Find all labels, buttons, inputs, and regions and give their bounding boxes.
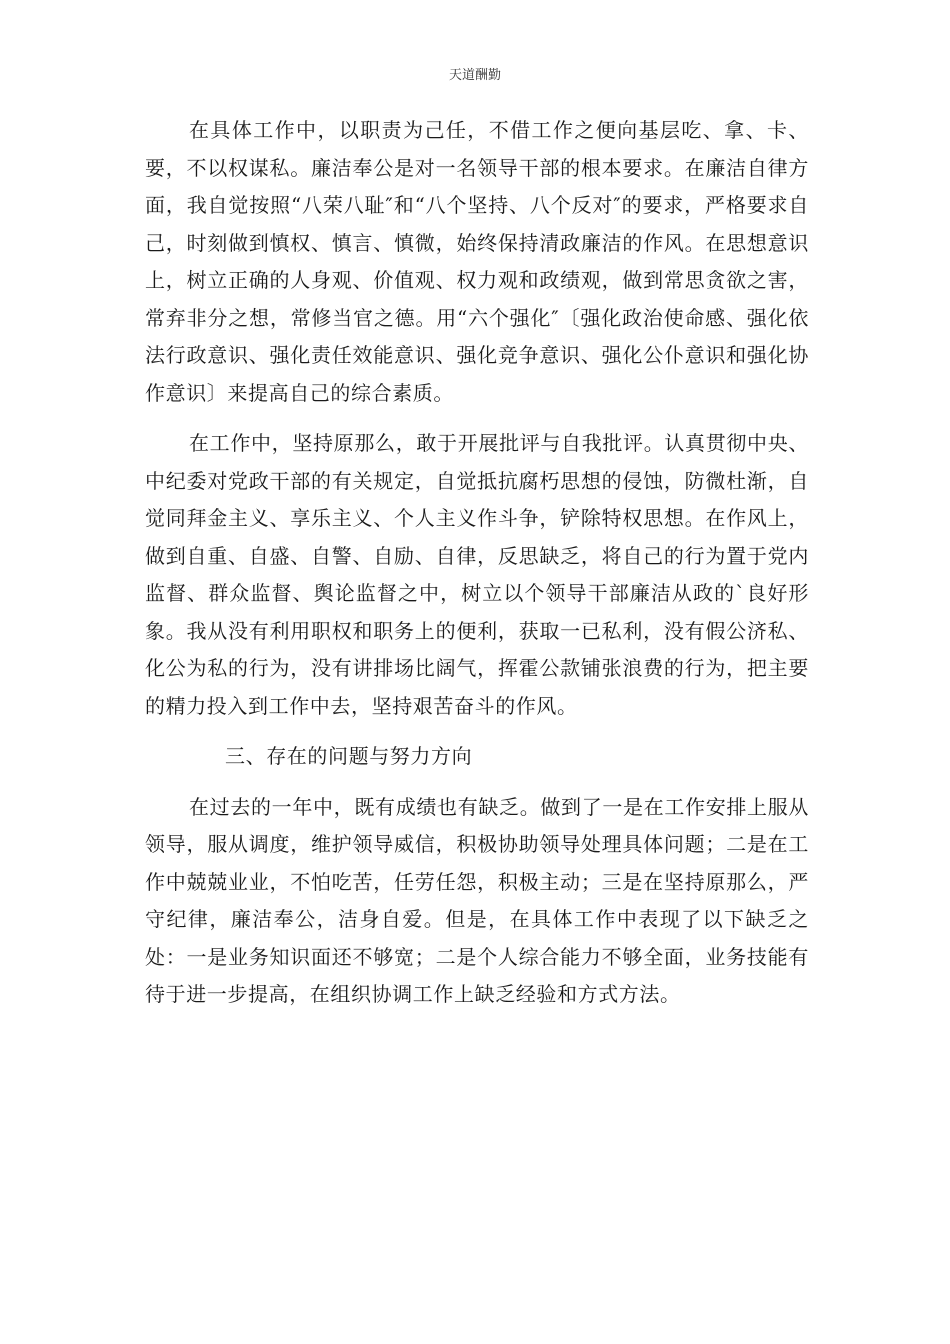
paragraph-integrity: 在具体工作中，以职责为己任，不借工作之便向基层吃、拿、卡、要，不以权谋私。廉洁奉公是对一名领导干部的根本要求。在廉洁自律方面，我自觉按照“八荣八耻″和“八个坚持、八个反对″的要求，严格要求自己，时刻做到慎权、慎言、慎微，始终保持清政廉洁的作风。在思想意识上，树立正确的人身观、价值观、权力观和政绩观，做到常思贪欲之害，常弃非分之想，常修当官之德。用“六个强化″〔强化政治使命感、强化依法行政意识、强化责任效能意识、强化竞争意识、强化公仆意识和强化协作意识〕来提高自己的综合素质。 <box>145 118 809 405</box>
page-header: 天道酬勤 <box>448 68 501 83</box>
paragraph-principles: 在工作中，坚持原那么，敢于开展批评与自我批评。认真贯彻中央、中纪委对党政干部的有关规定，自觉抵抗腐朽思想的侵蚀，防微杜渐，自觉同拜金主义、享乐主义、个人主义作斗争，铲除特权思想。在作风上，做到自重、自盛、自警、自励、自律，反思缺乏，将自己的行为置于党内监督、群众监督、舆论监督之中，树立以个领导干部廉洁从政的`良好形象。我从没有利用职权和职务上的便利，获取一已私利，没有假公济私、化公为私的行为，没有讲排场比阔气，挥霍公款铺张浪费的行为，把主要的精力投入到工作中去，坚持艰苦奋斗的作风。 <box>145 431 809 718</box>
paragraph-summary: 在过去的一年中，既有成绩也有缺乏。做到了一是在工作安排上服从领导，服从调度，维护领导威信，积极协助领导处理具体问题；二是在工作中兢兢业业，不怕吃苦，任劳任怨，积极主动；三是在坚持原那么，严守纪律，廉洁奉公，洁身自爱。但是，在具体工作中表现了以下缺乏之处：一是业务知识面还不够宽；二是个人综合能力不够全面，业务技能有待于进一步提高，在组织协调工作上缺乏经验和方式方法。 <box>145 794 809 1006</box>
document-body <box>145 112 809 1027</box>
section-heading: 三、存在的问题与努力方向 <box>225 744 473 768</box>
